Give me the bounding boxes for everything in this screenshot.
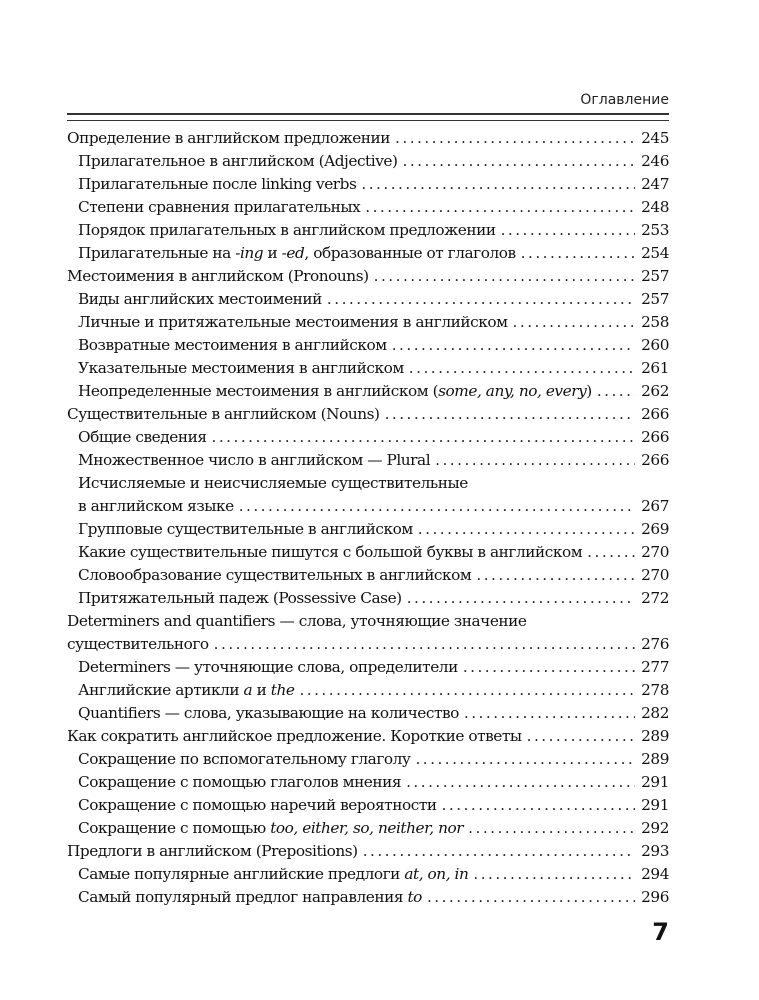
toc-entry-title — [78, 817, 463, 840]
toc-chapter-entry[interactable] — [67, 840, 669, 863]
toc-title-part: Самые популярные английские предлоги — [78, 865, 405, 883]
dot-leader — [407, 587, 635, 610]
toc-page-number: 296 — [641, 888, 669, 906]
toc-section-entry[interactable] — [67, 518, 669, 541]
toc-page-number: 262 — [641, 382, 669, 400]
toc-section-entry[interactable] — [67, 495, 669, 518]
toc-page-number: 260 — [641, 336, 669, 354]
toc-page-number: 291 — [641, 773, 669, 791]
toc-page-number: 292 — [641, 819, 669, 837]
toc-page-number: 293 — [641, 842, 669, 860]
toc-section-entry[interactable] — [67, 242, 669, 265]
toc-entry-title — [78, 380, 592, 403]
dot-leader — [403, 150, 635, 173]
toc-title-italic: too, either, so, neither, nor — [270, 819, 464, 837]
toc-page-number: 289 — [641, 727, 669, 745]
toc-entry-title: Quantifiers — слова, указывающие на количество — [78, 704, 459, 722]
toc-title-italic: -ed — [281, 244, 305, 262]
toc-entry-title: Возвратные местоимения в английском — [78, 336, 387, 354]
toc-title-part: Неопределенные местоимения в английском ( — [78, 382, 439, 400]
dot-leader — [415, 748, 635, 771]
dot-leader — [361, 173, 635, 196]
toc-page-number: 266 — [641, 405, 669, 423]
header-rule — [67, 113, 669, 121]
toc-title-part: Прилагательные на — [78, 244, 236, 262]
toc-entry-title: Групповые существительные в английском — [78, 520, 413, 538]
toc-title-italic: to — [407, 888, 422, 906]
toc-title-part: и — [252, 681, 271, 699]
toc-section-entry[interactable] — [67, 219, 669, 242]
toc-page-number: 253 — [641, 221, 669, 239]
toc-page-number: 291 — [641, 796, 669, 814]
dot-leader — [363, 840, 635, 863]
dot-leader — [327, 288, 635, 311]
toc-entry-title: Порядок прилагательных в английском предложении — [78, 221, 496, 239]
dot-leader — [365, 196, 635, 219]
toc-entry-title: Determiners and quantifiers — слова, уточняющие значение — [67, 612, 527, 630]
toc-entry-title — [78, 679, 294, 702]
toc-page-number: 278 — [641, 681, 669, 699]
dot-leader — [442, 794, 635, 817]
toc-page-number: 266 — [641, 428, 669, 446]
toc-entry-title: Прилагательное в английском (Adjective) — [78, 152, 398, 170]
toc-page-number: 257 — [641, 290, 669, 308]
toc-page-number: 258 — [641, 313, 669, 331]
toc-title-part: Английские артикли — [78, 681, 244, 699]
toc-page-number: 282 — [641, 704, 669, 722]
dot-leader — [587, 541, 635, 564]
dot-leader — [385, 403, 635, 426]
toc-page-number: 266 — [641, 451, 669, 469]
dot-leader — [597, 380, 635, 403]
toc-title-italic: a — [243, 681, 253, 699]
toc-section-entry[interactable] — [67, 173, 669, 196]
dot-leader — [418, 518, 635, 541]
toc-page-number: 257 — [641, 267, 669, 285]
toc-entry-title: Прилагательные после linking verbs — [78, 175, 357, 193]
toc-entry-title: Виды английских местоимений — [78, 290, 322, 308]
toc-section-entry[interactable] — [67, 196, 669, 219]
toc-entry-title: Determiners — уточняющие слова, определители — [78, 658, 458, 676]
toc-entry-title — [78, 242, 516, 265]
toc-page-number: 245 — [641, 129, 669, 147]
toc-page-number: 270 — [641, 543, 669, 561]
page-number: 7 — [652, 918, 669, 946]
toc-page-number: 254 — [641, 244, 669, 262]
toc-section-entry[interactable] — [67, 679, 669, 702]
toc-page-number: 276 — [641, 635, 669, 653]
toc-entry-title: в английском языке — [78, 497, 234, 515]
dot-leader — [395, 127, 635, 150]
toc-entry-line — [67, 472, 669, 495]
dot-leader — [468, 817, 635, 840]
toc-title-part: ) — [586, 382, 592, 400]
toc-section-entry[interactable] — [67, 150, 669, 173]
toc-section-entry[interactable] — [67, 311, 669, 334]
toc-entry-title: Исчисляемые и неисчисляемые существительные — [78, 474, 468, 492]
dot-leader — [463, 656, 635, 679]
toc-entry-title: Местоимения в английском (Pronouns) — [67, 267, 369, 285]
toc-chapter-entry[interactable] — [67, 725, 669, 748]
toc-page-number: 247 — [641, 175, 669, 193]
toc-section-entry[interactable] — [67, 288, 669, 311]
dot-leader — [239, 495, 635, 518]
toc-entry-title: Сокращение с помощью глаголов мнения — [78, 773, 402, 791]
toc-entry-title — [78, 863, 468, 886]
toc-title-italic: some, any, no, every — [438, 382, 587, 400]
toc-section-entry[interactable] — [67, 357, 669, 380]
toc-entry-title: Существительные в английском (Nouns) — [67, 405, 380, 423]
toc-title-italic: at, on, in — [404, 865, 469, 883]
dot-leader — [476, 564, 635, 587]
dot-leader — [427, 886, 635, 909]
toc-section-entry[interactable] — [67, 702, 669, 725]
toc-section-entry[interactable] — [67, 587, 669, 610]
dot-leader — [464, 702, 635, 725]
toc-page-number: 246 — [641, 152, 669, 170]
toc-chapter-entry[interactable] — [67, 403, 669, 426]
toc-title-part: и — [263, 244, 282, 262]
dot-leader — [212, 426, 635, 449]
dot-leader — [392, 334, 635, 357]
toc-chapter-entry[interactable] — [67, 127, 669, 150]
toc-section-entry[interactable] — [67, 794, 669, 817]
toc-title-italic: the — [270, 681, 295, 699]
toc-entry-title: Притяжательный падеж (Possessive Case) — [78, 589, 402, 607]
toc-section-entry[interactable] — [67, 748, 669, 771]
dot-leader — [214, 633, 635, 656]
toc-title-part: Сокращение с помощью — [78, 819, 271, 837]
toc-entry-line — [67, 610, 669, 633]
toc-title-italic: -ing — [235, 244, 264, 262]
dot-leader — [473, 863, 635, 886]
toc-section-entry[interactable] — [67, 817, 669, 840]
toc-entry-title: Множественное число в английском — Plural — [78, 451, 431, 469]
dot-leader — [406, 771, 635, 794]
toc-section-entry[interactable] — [67, 771, 669, 794]
toc-entry-title: Степени сравнения прилагательных — [78, 198, 361, 216]
toc-page-number: 294 — [641, 865, 669, 883]
dot-leader — [513, 311, 635, 334]
toc-title-part: Самый популярный предлог направления — [78, 888, 408, 906]
toc-section-entry[interactable] — [67, 541, 669, 564]
dot-leader — [501, 219, 635, 242]
toc-title-part: , образованные от глаголов — [304, 244, 516, 262]
toc-chapter-entry[interactable] — [67, 265, 669, 288]
dot-leader — [409, 357, 635, 380]
toc-section-entry[interactable] — [67, 564, 669, 587]
toc-page-number: 267 — [641, 497, 669, 515]
dot-leader — [527, 725, 635, 748]
toc-page-number: 289 — [641, 750, 669, 768]
toc-section-entry[interactable] — [67, 886, 669, 909]
toc-section-entry[interactable] — [67, 449, 669, 472]
toc-entry-title — [78, 886, 422, 909]
running-head: Оглавление — [580, 92, 669, 108]
toc-entry-title: Общие сведения — [78, 428, 207, 446]
toc-page-number: 261 — [641, 359, 669, 377]
toc-section-entry[interactable] — [67, 334, 669, 357]
toc-entry-title: Личные и притяжательные местоимения в английском — [78, 313, 508, 331]
toc-page-number: 277 — [641, 658, 669, 676]
toc-entry-title: существительного — [67, 635, 209, 653]
toc-entry-title: Словообразование существительных в английском — [78, 566, 472, 584]
toc-page-number: 270 — [641, 566, 669, 584]
toc-section-entry[interactable] — [67, 426, 669, 449]
toc-section-entry[interactable] — [67, 656, 669, 679]
toc-section-entry[interactable] — [67, 863, 669, 886]
toc-entry-title: Предлоги в английском (Prepositions) — [67, 842, 358, 860]
table-of-contents — [67, 127, 669, 909]
dot-leader — [374, 265, 635, 288]
toc-section-entry[interactable] — [67, 380, 669, 403]
dot-leader — [299, 679, 635, 702]
toc-entry-title: Сокращение с помощью наречий вероятности — [78, 796, 437, 814]
toc-entry-title: Указательные местоимения в английском — [78, 359, 404, 377]
toc-chapter-entry[interactable] — [67, 633, 669, 656]
toc-entry-title: Какие существительные пишутся с большой буквы в английском — [78, 543, 583, 561]
toc-entry-title: Как сократить английское предложение. Короткие ответы — [67, 727, 522, 745]
dot-leader — [521, 242, 635, 265]
dot-leader — [435, 449, 635, 472]
toc-page-number: 269 — [641, 520, 669, 538]
toc-page-number: 272 — [641, 589, 669, 607]
toc-page-number: 248 — [641, 198, 669, 216]
toc-entry-title: Определение в английском предложении — [67, 129, 391, 147]
toc-entry-title: Сокращение по вспомогательному глаголу — [78, 750, 411, 768]
